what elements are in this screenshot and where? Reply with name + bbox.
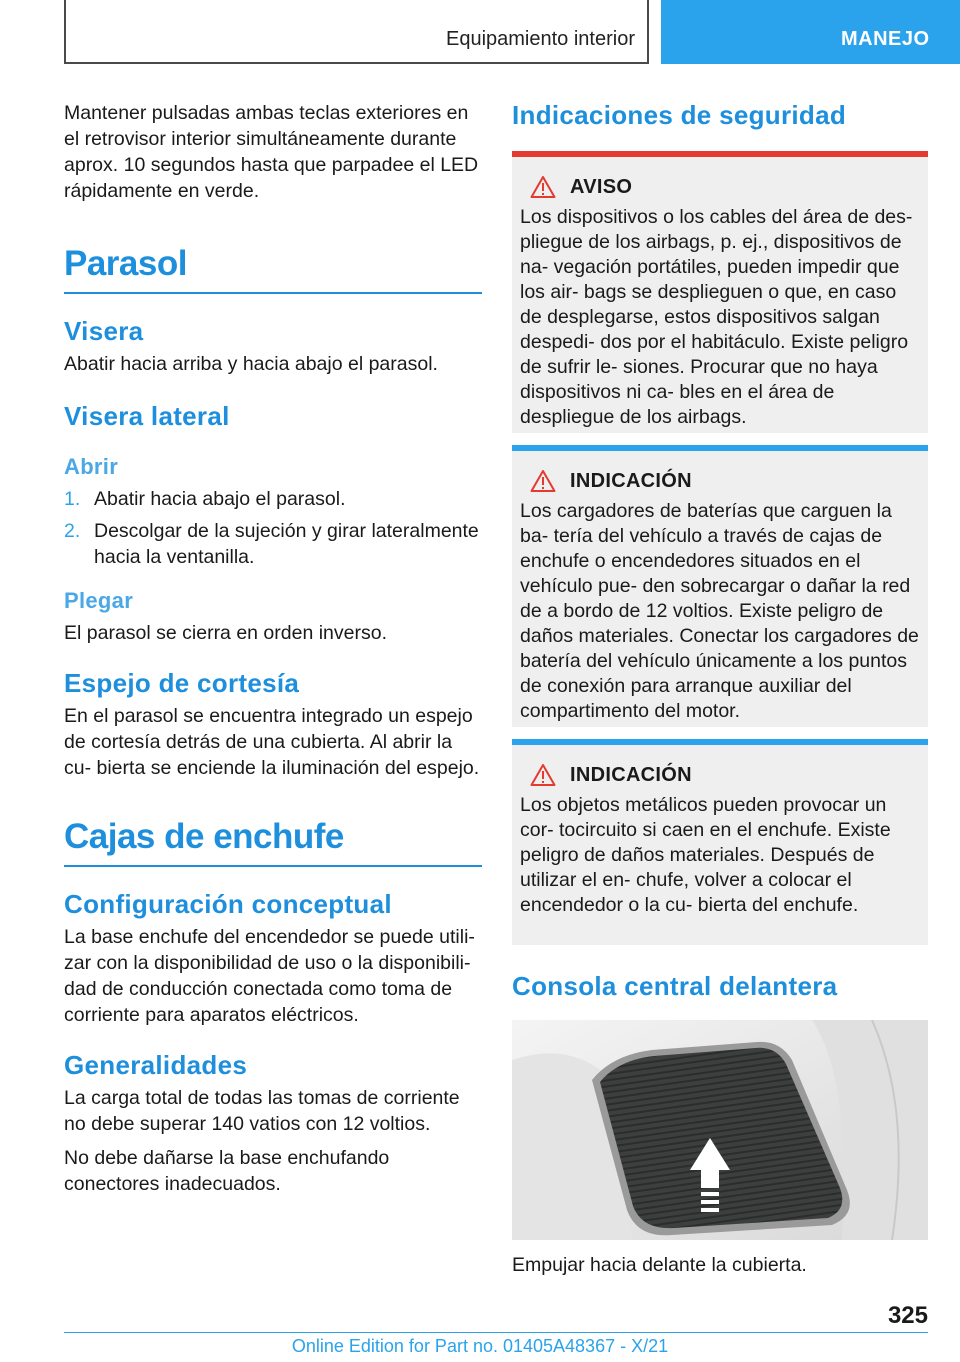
warning-box-indicacion-1 xyxy=(512,445,928,727)
list-item xyxy=(64,486,482,512)
warning-box-aviso xyxy=(512,151,928,433)
warning-triangle-icon xyxy=(530,763,556,787)
abrir-heading: Abrir xyxy=(64,454,119,479)
chapter-tab[interactable] xyxy=(661,0,960,64)
espejo-text: En el parasol se encuentra integrado un espejo de cortesía detrás de una cubierta. Al abrir la cu‐ bierta se enciende la iluminación del espejo. xyxy=(64,705,480,779)
warning-text: Los cargadores de baterías que carguen la ba‐ tería del vehículo a través de cajas de enchufe o encendedores situados en el vehículo pue‐ den sobrecargar o dañar la red de a bordo de 12 voltios. Existe peligro de daños materiales. Conectar los cargadores de batería del vehículo únicamente a los puntos de conexión para arranque auxiliar del compartimento del motor. xyxy=(520,500,919,722)
warning-label: AVISO xyxy=(570,175,633,198)
parasol-heading: Parasol xyxy=(64,244,482,294)
warning-triangle-icon xyxy=(530,469,556,493)
generalidades-text-2: No debe dañarse la base enchufando conectores inadecuados. xyxy=(64,1147,390,1195)
list-item xyxy=(64,518,482,570)
edition-text: Online Edition for Part no. 01405A48367 - X/21 xyxy=(291,1336,669,1356)
plegar-heading: Plegar xyxy=(64,588,134,613)
generalidades-text-1: La carga total de todas las tomas de corriente no debe superar 140 vatios con 12 voltios. xyxy=(64,1087,460,1135)
config-heading: Configuración conceptual xyxy=(64,889,392,919)
abrir-steps-list xyxy=(64,486,482,570)
warning-text: Los objetos metálicos pueden provocar un cor‐ tocircuito si caen en el enchufe. Existe peligro de daños materiales. Después de utilizar el en‐ chufe, volver a colocar el encendedor o la cu‐ bierta del enchufe. xyxy=(520,794,891,916)
visera-heading: Visera xyxy=(64,316,144,346)
right-column xyxy=(512,100,928,1277)
warning-triangle-icon xyxy=(530,175,556,199)
step-text: Abatir hacia abajo el parasol. xyxy=(94,488,346,510)
consola-heading: Consola central delantera xyxy=(512,971,838,1001)
intro-paragraph: Mantener pulsadas ambas teclas exteriores en el retrovisor interior simultáneamente durante aprox. 10 segundos hasta que parpadee el LED rápidamente en verde. xyxy=(64,102,479,202)
footer-divider xyxy=(64,1332,928,1333)
generalidades-heading: Generalidades xyxy=(64,1050,248,1080)
seguridad-heading: Indicaciones de seguridad xyxy=(512,100,847,130)
left-column xyxy=(64,100,482,1205)
step-text: Descolgar de la sujeción y girar lateralmente hacia la ventanilla. xyxy=(94,520,479,568)
plegar-text: El parasol se cierra en orden inverso. xyxy=(64,622,387,644)
console-cover-illustration xyxy=(512,1020,928,1240)
cajas-heading: Cajas de enchufe xyxy=(64,817,482,867)
chapter-tab-label: MANEJO xyxy=(841,28,930,50)
section-title: Equipamiento interior xyxy=(446,28,635,50)
warning-title xyxy=(530,175,920,199)
config-text: La base enchufe del encendedor se puede utili‐ zar con la disponibilidad de uso o la disponibili‐ dad de conducción conectada como toma de corriente para aparatos eléctricos. xyxy=(64,926,475,1026)
warning-text: Los dispositivos o los cables del área de des‐ pliegue de los airbags, p. ej., dispositivos de na‐ vegación portátiles, pueden impedir que los air‐ bags se desplieguen o que, en caso de desplegarse, estos dispositivos salgan despedi‐ dos por el habitáculo. Existe peligro de sufrir le‐ siones. Procurar que no haya dispositivos ni ca‐ bles en el área de despliegue de los airbags. xyxy=(520,206,913,428)
espejo-heading: Espejo de cortesía xyxy=(64,668,300,698)
step-number: 2. xyxy=(64,520,81,542)
warning-box-indicacion-2 xyxy=(512,739,928,945)
visera-text: Abatir hacia arriba y hacia abajo el parasol. xyxy=(64,353,438,375)
warning-title xyxy=(530,469,920,493)
visera-lateral-heading: Visera lateral xyxy=(64,401,230,431)
warning-label: INDICACIÓN xyxy=(570,469,692,492)
photo-caption: Empujar hacia delante la cubierta. xyxy=(512,1254,807,1276)
step-number: 1. xyxy=(64,488,81,510)
header-section-box xyxy=(64,0,649,64)
warning-title xyxy=(530,763,920,787)
console-cover-drawing xyxy=(512,1020,928,1240)
page-number: 325 xyxy=(887,1302,928,1329)
warning-label: INDICACIÓN xyxy=(570,763,692,786)
